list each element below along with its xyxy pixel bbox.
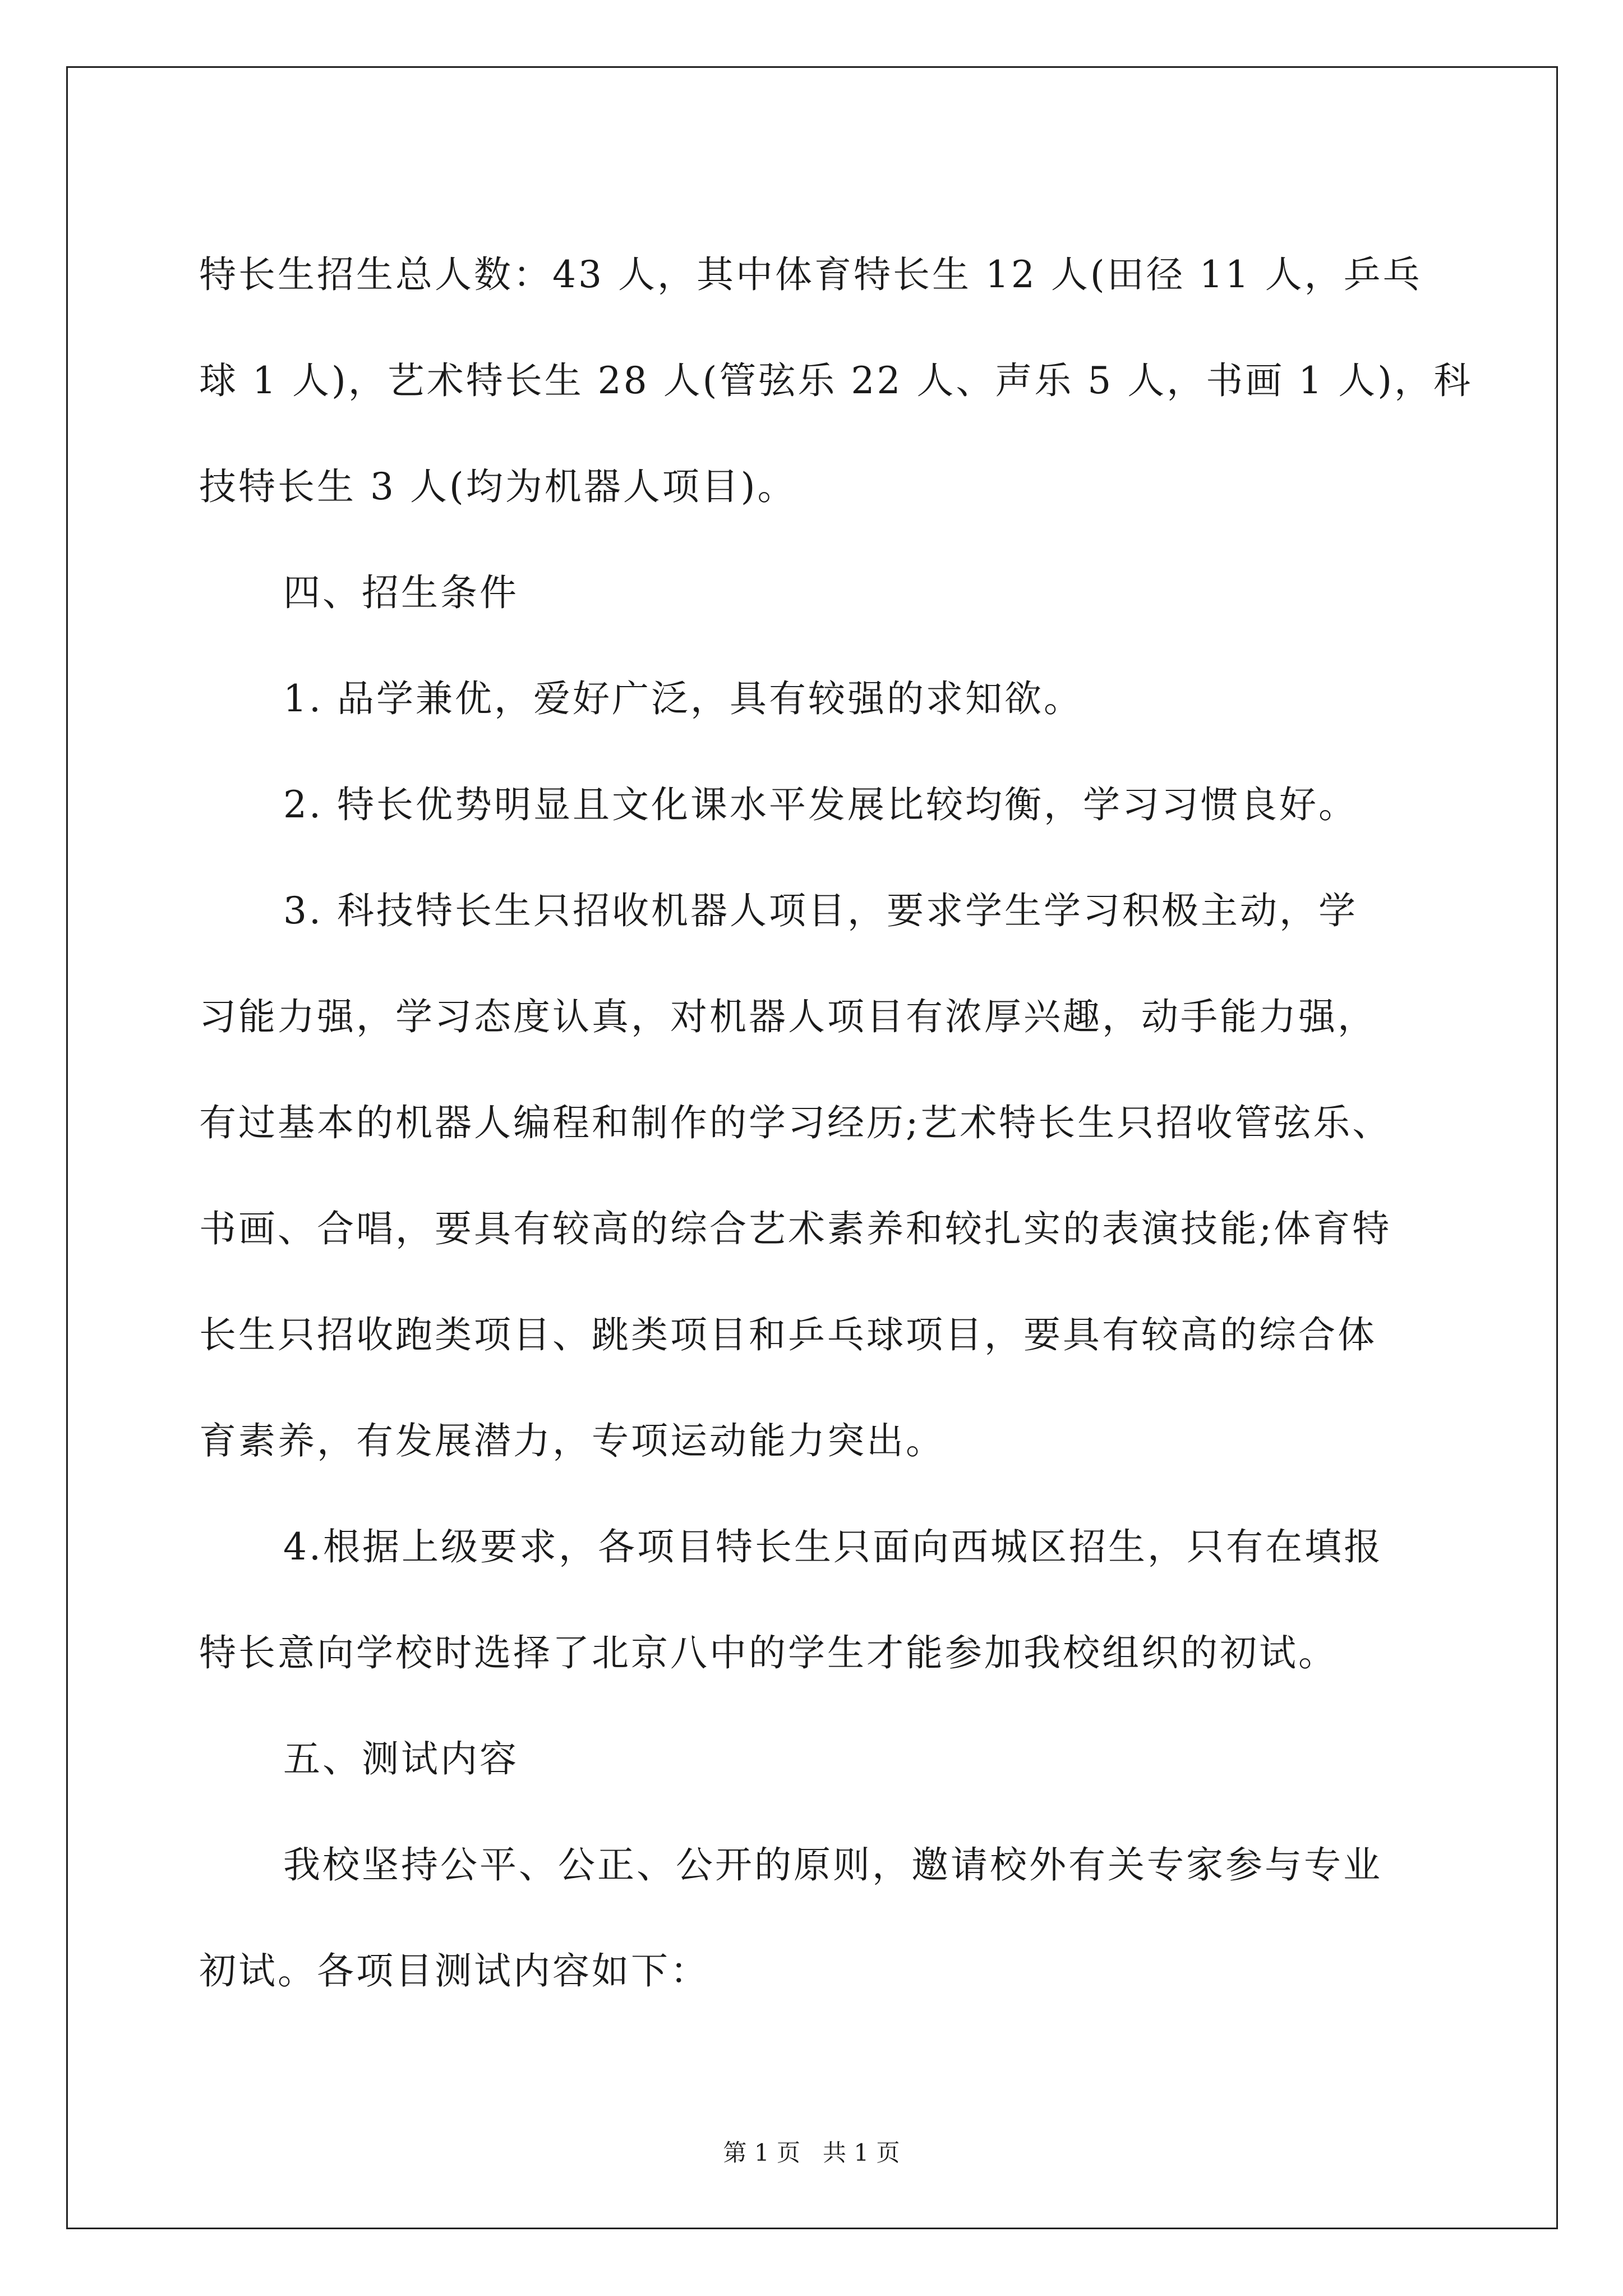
list-item: 4.根据上级要求，各项目特长生只面向西城区招生，只有在填报 — [283, 1525, 1383, 1568]
document-body — [199, 222, 1473, 2024]
list-item: 3. 科技特长生只招收机器人项目，要求学生学习积极主动，学 — [283, 889, 1358, 932]
text-line: 特长生招生总人数：43 人，其中体育特长生 12 人(田径 11 人，乒乓 — [199, 253, 1422, 296]
text-line: 育素养，有发展潜力，专项运动能力突出。 — [199, 1419, 945, 1462]
list-item: 2. 特长优势明显且文化课水平发展比较均衡，学习习惯良好。 — [283, 783, 1358, 826]
list-item: 1. 品学兼优，爱好广泛，具有较强的求知欲。 — [283, 677, 1083, 720]
page-number: 第 1 页 共 1 页 — [723, 2139, 900, 2166]
text-line: 球 1 人)，艺术特长生 28 人(管弦乐 22 人、声乐 5 人，书画 1 人)，科 — [199, 359, 1473, 402]
text-line: 技特长生 3 人(均为机器人项目)。 — [199, 465, 797, 508]
text-line: 我校坚持公平、公正、公开的原则，邀请校外有关专家参与专业 — [283, 1843, 1382, 1887]
text-line: 长生只招收跑类项目、跳类项目和乒乓球项目，要具有较高的综合体 — [199, 1313, 1377, 1356]
text-line: 初试。各项目测试内容如下： — [199, 1949, 709, 1993]
text-line: 习能力强，学习态度认真，对机器人项目有浓厚兴趣，动手能力强， — [199, 995, 1377, 1038]
text-line: 书画、合唱，要具有较高的综合艺术素养和较扎实的表演技能;体育特 — [199, 1207, 1392, 1250]
section-heading: 四、招生条件 — [283, 571, 519, 614]
text-line: 特长意向学校时选择了北京八中的学生才能参加我校组织的初试。 — [199, 1631, 1338, 1674]
text-line: 有过基本的机器人编程和制作的学习经历;艺术特长生只招收管弦乐、 — [199, 1101, 1392, 1144]
section-heading: 五、测试内容 — [283, 1737, 519, 1780]
